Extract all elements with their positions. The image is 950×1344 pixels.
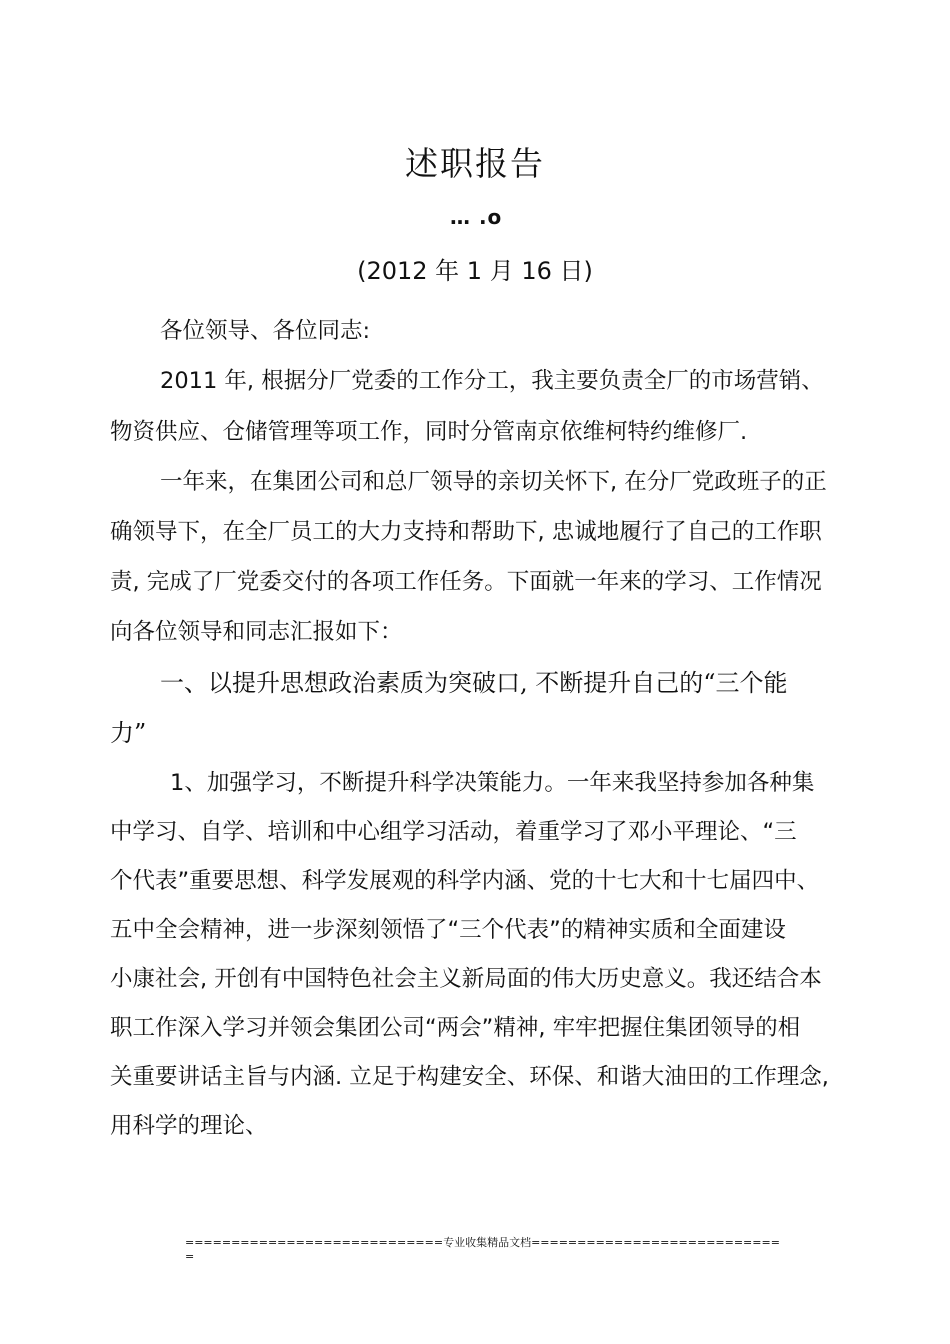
paragraph-line: 个代表”重要思想、科学发展观的科学内涵、党的十七大和十七届四中、	[110, 868, 820, 894]
paragraph-line: 用科学的理论、	[110, 1113, 268, 1139]
paragraph-line: 2011 年, 根据分厂党委的工作分工，我主要负责全厂的市场营销、	[160, 368, 824, 394]
paragraph-line: 1、加强学习，不断提升科学决策能力。一年来我坚持参加各种集	[170, 770, 815, 796]
paragraph-line: 小康社会, 开创有中国特色社会主义新局面的伟大历史意义。我还结合本	[110, 966, 822, 992]
section-heading: 力”	[110, 719, 147, 747]
document-title: 述职报告	[405, 144, 545, 183]
paragraph-line: 五中全会精神，进一步深刻领悟了“三个代表”的精神实质和全面建设	[110, 917, 786, 943]
section-heading: 一、以提升思想政治素质为突破口, 不断提升自己的“三个能	[160, 669, 788, 697]
paragraph-line: 向各位领导和同志汇报如下：	[110, 619, 403, 645]
subtitle-marks: … .o	[450, 205, 503, 229]
page-footer	[185, 1236, 780, 1264]
footer-line: ============================专业收集精品文档===========================	[185, 1236, 780, 1249]
paragraph-line: 一年来，在集团公司和总厂领导的亲切关怀下, 在分厂党政班子的正	[160, 469, 827, 495]
paragraph-line: 职工作深入学习并领会集团公司“两会”精神, 牢牢把握住集团领导的相	[110, 1015, 801, 1041]
footer-line: =	[185, 1250, 195, 1263]
paragraph-line: 关重要讲话主旨与内涵. 立足于构建安全、环保、和谐大油田的工作理念,	[110, 1064, 829, 1090]
salutation: 各位领导、各位同志:	[160, 318, 371, 344]
paragraph-line: 确领导下，在全厂员工的大力支持和帮助下, 忠诚地履行了自己的工作职	[110, 519, 822, 545]
paragraph-line: 中学习、自学、培训和中心组学习活动，着重学习了邓小平理论、“三	[110, 819, 797, 845]
report-date: (2012 年 1 月 16 日)	[357, 257, 593, 285]
paragraph-line: 物资供应、仓储管理等项工作，同时分管南京依维柯特约维修厂.	[110, 419, 748, 445]
paragraph-line: 责, 完成了厂党委交付的各项工作任务。下面就一年来的学习、工作情况	[110, 569, 822, 595]
